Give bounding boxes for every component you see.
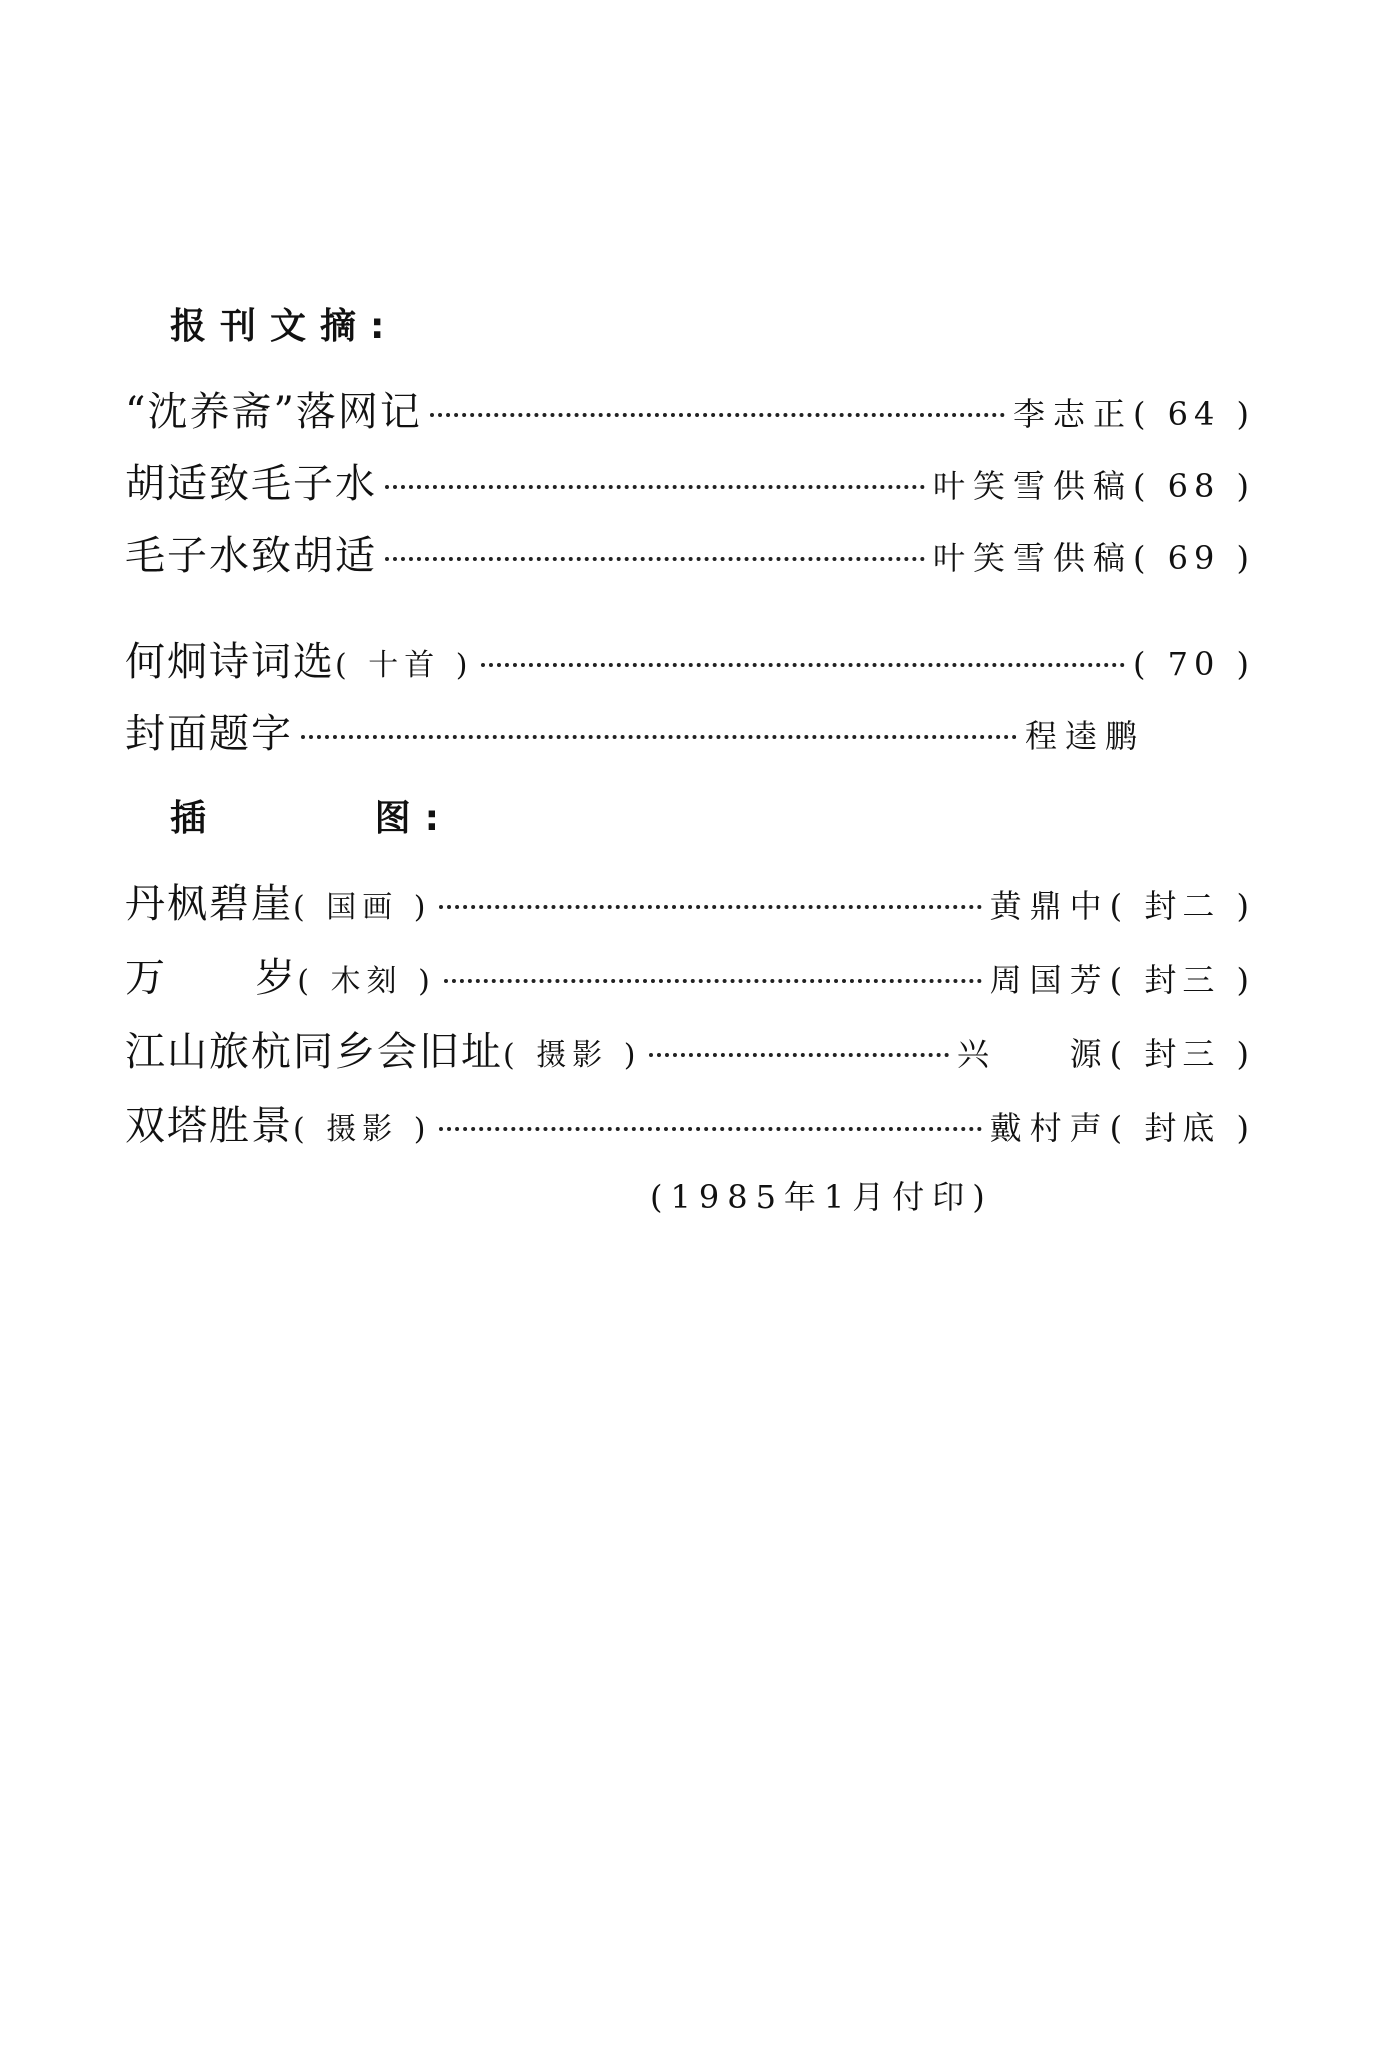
entry-title [125, 946, 436, 1003]
illustrations-heading-colon: : [424, 798, 439, 839]
digest-heading-colon: : [370, 306, 385, 347]
dot-leader [439, 1127, 981, 1131]
toc-entry[interactable] [125, 452, 1255, 507]
entry-note: ( 国画 ) [293, 890, 432, 925]
entry-title [125, 872, 431, 929]
toc-entry[interactable] [125, 1094, 1255, 1149]
toc-entry[interactable] [125, 702, 1145, 757]
toc-entry[interactable] [125, 380, 1255, 435]
entry-page: ( 64 ) [1132, 395, 1255, 433]
dot-leader [301, 735, 1017, 739]
entry-title-text: 何炯诗词选 [125, 639, 335, 685]
entry-title [125, 1020, 641, 1077]
toc-entry[interactable] [125, 872, 1255, 927]
entry-page: ( 70 ) [1132, 645, 1255, 683]
illustrations-section-heading [170, 790, 439, 841]
entry-page: ( 封底 ) [1109, 1109, 1255, 1147]
entry-title-text: 万 岁 [125, 955, 298, 1001]
dot-leader [439, 905, 981, 909]
toc-entry[interactable] [125, 946, 1255, 1001]
entry-author: 兴 源 [956, 1035, 1110, 1073]
entry-author: 叶笑雪供稿 [932, 539, 1133, 577]
entry-title-text: 双塔胜景 [125, 1103, 293, 1149]
dot-leader [430, 413, 1005, 417]
digest-section-heading [170, 298, 384, 349]
entry-title [125, 1094, 431, 1151]
entry-title: 毛子水致胡适 [125, 533, 377, 579]
entry-author: 程逵鹏 [1024, 717, 1145, 755]
entry-page: ( 封三 ) [1109, 961, 1255, 999]
entry-title: 胡适致毛子水 [125, 461, 377, 507]
entry-note: ( 十首 ) [335, 648, 474, 683]
illustrations-heading-char-1: 插 [170, 798, 221, 839]
entry-title-text: 丹枫碧崖 [125, 881, 293, 927]
entry-title [125, 630, 473, 687]
dot-leader [481, 663, 1124, 667]
print-date: (1985年1月付印) [650, 1178, 993, 1216]
entry-page: ( 封二 ) [1109, 887, 1255, 925]
toc-entry[interactable] [125, 1020, 1255, 1075]
toc-entry[interactable] [125, 524, 1255, 579]
toc-entry[interactable] [125, 630, 1255, 685]
dot-leader [649, 1053, 948, 1057]
entry-page: ( 68 ) [1132, 467, 1255, 505]
entry-author: 戴村声 [989, 1109, 1110, 1147]
dot-leader [444, 979, 982, 983]
entry-note: ( 木刻 ) [297, 964, 436, 999]
entry-note: ( 摄影 ) [293, 1112, 432, 1147]
entry-title: “沈养斋”落网记 [125, 389, 422, 435]
entry-title: 封面题字 [125, 711, 293, 757]
entry-author: 李志正 [1012, 395, 1133, 433]
digest-heading-text: 报刊文摘 [170, 306, 371, 347]
entry-author: 周国芳 [989, 961, 1110, 999]
entry-note: ( 摄影 ) [503, 1038, 642, 1073]
entry-page: ( 69 ) [1132, 539, 1255, 577]
dot-leader [385, 557, 925, 561]
illustrations-heading-char-2: 图 [374, 798, 425, 839]
entry-author: 黄鼎中 [989, 887, 1110, 925]
entry-title-text: 江山旅杭同乡会旧址 [125, 1029, 503, 1075]
entry-author: 叶笑雪供稿 [932, 467, 1133, 505]
entry-page: ( 封三 ) [1109, 1035, 1255, 1073]
dot-leader [385, 485, 925, 489]
